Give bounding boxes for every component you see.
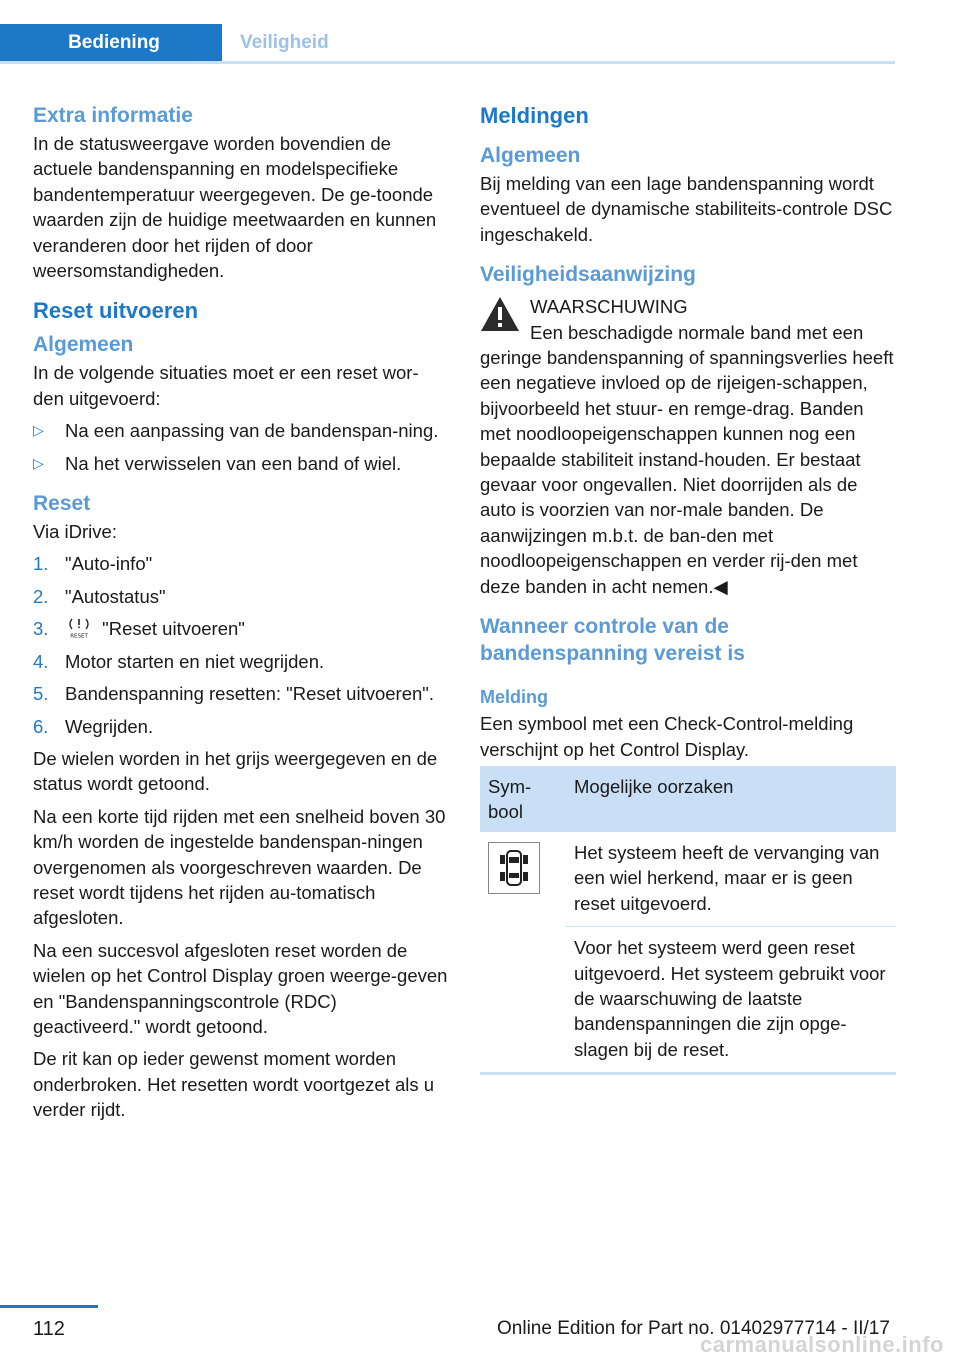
footer-rule [0,1305,98,1308]
extra-info-heading: Extra informatie [33,104,193,127]
reset-steps-list [33,551,448,738]
list-item: 5. Bandenspanning resetten: "Reset uitvoeren". [33,683,434,705]
list-item: 6. Wegrijden. [33,715,154,737]
meldingen-heading: Meldingen [480,103,589,128]
paragraph: Na een succesvol afgesloten reset worden de wielen op het Control Display groen weerge-geven en "Bandenspanningscontrole (RDC) geactiveerd." wordt getoond. [33,939,448,1037]
paragraph: De wielen worden in het grijs weergegeven en de status wordt getoond. [33,747,438,795]
table-header-symbol: Sym-bool [480,766,566,832]
tab-veiligheid[interactable]: Veiligheid [240,32,329,53]
list-item: 4. Motor starten en niet wegrijden. [33,650,325,672]
algemeen-text: In de volgende situaties moet er een reset wor-den uitgevoerd: [33,362,419,409]
via-idrive: Via iDrive: [33,521,117,543]
veiligheid-heading: Veiligheidsaanwijzing [480,263,696,287]
algemeen-heading-right: Algemeen [480,144,581,167]
svg-text:RESET: RESET [70,633,88,640]
symbol-table [480,766,896,1075]
wanneer-heading: Wanneer controle van de bandenspanning vereist is [480,615,745,666]
reset-heading: Reset uitvoeren [33,298,199,324]
warning-block [480,294,896,599]
car-tire-warning-icon [488,842,540,894]
table-cell: Voor het systeem werd geen reset uitgevoerd. Het systeem gebruikt voor de waarschuwing de laatste bandenspanningen die zijn opge-slagen bij de reset. [566,927,896,1074]
edition-text: Online Edition for Part no. 01402977714 - II/17 [497,1318,890,1339]
list-item: ▷ Na een aanpassing van de bandenspan-ning. [33,418,448,443]
table-row [480,832,896,927]
paragraph: Na een korte tijd rijden met een snelheid boven 30 km/h worden de ingestelde bandenspan-ningen overgenomen als voorgeschreven waarden. De reset wordt tijdens het rijden au-tomatisch afgesloten. [33,805,446,929]
right-column [480,102,896,1075]
reset-situations-list [33,418,448,476]
extra-info-text: In de statusweergave worden bovendien de actuele bandenspanning en modelspecifieke bandentemperatuur weergegeven. De ge-toonde waarden zijn de huidige meetwaarden en kunnen veranderen door het rijden of door weersomstandigheden. [33,133,437,282]
reset-icon [65,617,93,639]
reset-sub-heading: Reset [33,492,91,516]
triangle-bullet-icon: ▷ [33,454,44,471]
header-tabbar [0,24,895,64]
warning-text-first: Een beschadigde normale band met een [530,321,864,343]
tab-bediening[interactable]: Bediening [0,24,222,61]
warning-triangle-icon [480,296,520,332]
warning-text: geringe bandenspanning of spanningsverlies heeft een negatieve invloed op de rijeigen-schappen, bijvoorbeeld het stuur- en remge-drag. Banden met noodloopeigenschappen kunnen nog een bepaalde stabiliteit instand-houden. Er bestaat gevaar voor ongevallen. Niet doorrijden als de auto is voorzien van nor-male banden. De aanwijzingen m.b.t. de ban-den met noodloopeigenschappen en verder rij-den met deze banden in acht nemen.◀ [480,347,894,597]
list-item: 1. "Auto-info" [33,553,153,575]
left-column [33,102,448,1123]
paragraph: De rit kan op ieder gewenst moment worden onderbroken. Het resetten wordt voortgezet als u verder rijdt. [33,1048,435,1121]
algemeen-text-right: Bij melding van een lage bandenspanning wordt eventueel de dynamische stabiliteits-controle DSC ingeschakeld. [480,173,893,245]
watermark: carmanualsonline.info [700,1332,944,1357]
warning-title: WAARSCHUWING [530,296,688,318]
melding-text: Een symbool met een Check-Control-melding verschijnt op het Control Display. [480,713,854,760]
list-item: 2. "Autostatus" [33,585,166,607]
triangle-bullet-icon: ▷ [33,422,44,439]
table-header-causes: Mogelijke oorzaken [566,766,896,832]
algemeen-heading: Algemeen [33,333,134,357]
list-item: ▷ Na het verwisselen van een band of wiel. [33,451,448,476]
page-number: 112 [33,1318,65,1340]
list-item: 3. RESET "Reset uitvoeren" [33,618,245,640]
table-cell: Het systeem heeft de vervanging van een wiel herkend, maar er is geen reset uitgevoerd. [566,832,896,927]
melding-heading: Melding [480,687,548,708]
